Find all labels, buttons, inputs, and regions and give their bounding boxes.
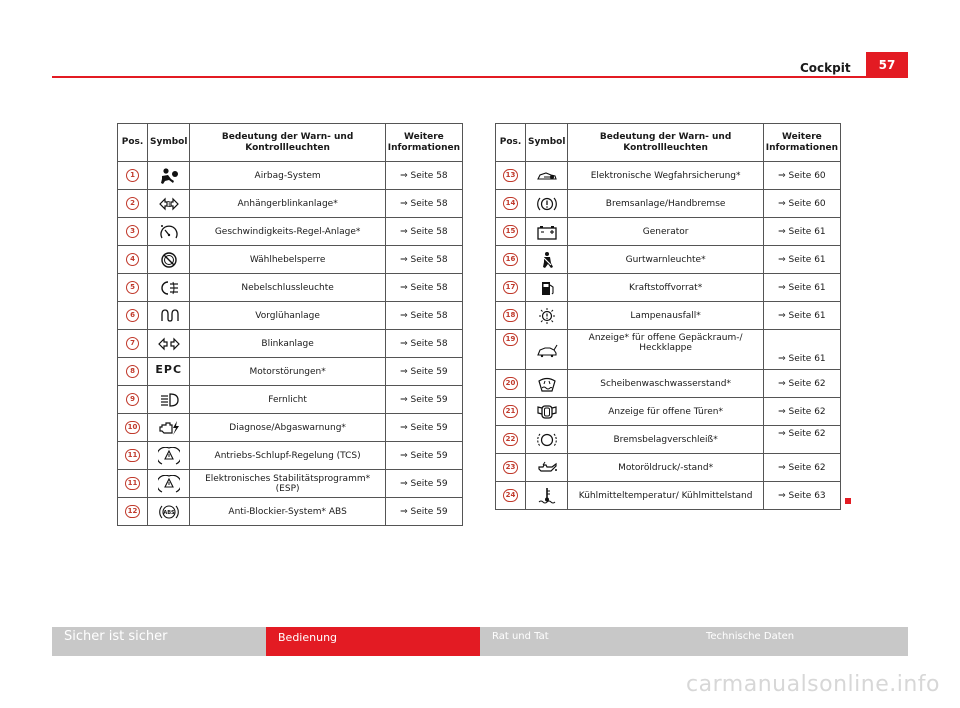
col-info-header <box>385 124 462 162</box>
table-row <box>118 190 463 218</box>
description: Bremsbelagverschleiß* <box>568 426 763 454</box>
page-reference: ⇒ Seite 59 <box>385 386 462 414</box>
page-reference: ⇒ Seite 59 <box>385 358 462 386</box>
table-row <box>118 358 463 386</box>
brake-system-icon <box>536 195 558 213</box>
page-number: 57 <box>866 52 908 76</box>
table-header-row <box>118 124 463 162</box>
table-row <box>118 218 463 246</box>
description: Kühlmitteltemperatur/ Kühlmittelstand <box>568 482 763 510</box>
table-row <box>496 330 841 370</box>
info-header-line1: Weitere <box>782 131 822 142</box>
page-reference: ⇒ Seite 58 <box>385 302 462 330</box>
section-title: Cockpit <box>800 61 851 75</box>
page-reference: ⇒ Seite 61 <box>763 330 840 370</box>
airbag-person-icon <box>158 167 180 185</box>
glow-plug-icon <box>158 307 180 325</box>
page-reference: ⇒ Seite 59 <box>385 442 462 470</box>
end-marker <box>845 498 851 504</box>
position-marker: 1 <box>126 169 139 182</box>
position-marker: 2 <box>126 197 139 210</box>
col-pos-header: Pos. <box>496 124 526 162</box>
traction-control-icon <box>158 447 180 465</box>
col-pos-header: Pos. <box>118 124 148 162</box>
abs-icon <box>158 503 180 521</box>
page-reference: ⇒ Seite 62 <box>763 454 840 482</box>
description: Scheibenwaschwasserstand* <box>568 370 763 398</box>
table-row <box>118 470 463 498</box>
trailer-turn-signal-icon <box>158 195 180 213</box>
col-symbol-header: Symbol <box>526 124 568 162</box>
page-reference: ⇒ Seite 58 <box>385 330 462 358</box>
position-marker: 9 <box>126 393 139 406</box>
description-line1: Anzeige* für offene Gepäckraum-/ <box>588 333 743 343</box>
table-row <box>496 190 841 218</box>
meaning-header-line2: Kontrollleuchten <box>623 142 708 153</box>
table-row <box>496 482 841 510</box>
open-doors-icon <box>536 403 558 421</box>
coolant-temperature-icon <box>536 487 558 505</box>
table-row <box>118 414 463 442</box>
battery-icon <box>536 223 558 241</box>
description: Motoröldruck/-stand* <box>568 454 763 482</box>
page-reference: ⇒ Seite 58 <box>385 190 462 218</box>
seatbelt-icon <box>536 251 558 269</box>
cruise-control-icon <box>158 223 180 241</box>
position-marker: 15 <box>503 225 519 238</box>
description: Wählhebelsperre <box>190 246 385 274</box>
description: Vorglühanlage <box>190 302 385 330</box>
brake-pad-wear-icon <box>536 431 558 449</box>
position-marker: 10 <box>125 421 141 434</box>
position-marker: 6 <box>126 309 139 322</box>
page-reference: ⇒ Seite 62 <box>763 370 840 398</box>
page-reference: ⇒ Seite 58 <box>385 218 462 246</box>
table-row <box>496 454 841 482</box>
col-meaning-header <box>190 124 385 162</box>
page-reference: ⇒ Seite 63 <box>763 482 840 510</box>
description: Airbag-System <box>190 162 385 190</box>
position-marker: 14 <box>503 197 519 210</box>
bulb-failure-icon <box>536 307 558 325</box>
position-marker: 12 <box>125 505 141 518</box>
page-reference: ⇒ Seite 59 <box>385 498 462 526</box>
page-reference: ⇒ Seite 60 <box>763 190 840 218</box>
table-row <box>118 330 463 358</box>
car-key-icon <box>536 167 558 185</box>
description: Anti-Blockier-System* ABS <box>190 498 385 526</box>
description: Lampenausfall* <box>568 302 763 330</box>
col-info-header <box>763 124 840 162</box>
description: Elektronische Wegfahrsicherung* <box>568 162 763 190</box>
table-row <box>496 302 841 330</box>
table-row <box>496 274 841 302</box>
meaning-header-line1: Bedeutung der Warn- und <box>221 131 354 142</box>
position-marker: 8 <box>126 365 139 378</box>
page-reference: ⇒ Seite 61 <box>763 246 840 274</box>
table-row <box>496 426 841 454</box>
footer-tab-advice[interactable]: Rat und Tat <box>480 627 694 656</box>
table-row <box>496 370 841 398</box>
page-reference: ⇒ Seite 61 <box>763 302 840 330</box>
oil-pressure-icon <box>536 459 558 477</box>
page-reference: ⇒ Seite 59 <box>385 414 462 442</box>
table-header-row <box>496 124 841 162</box>
engine-diagnosis-icon <box>158 419 180 437</box>
table-row <box>496 162 841 190</box>
high-beam-icon <box>158 391 180 409</box>
description: Antriebs-Schlupf-Regelung (TCS) <box>190 442 385 470</box>
info-header-line2: Informationen <box>765 142 838 153</box>
description-line2: Heckklappe <box>639 343 692 353</box>
abs-icon-text: ABS <box>163 509 175 516</box>
description: Blinkanlage <box>190 330 385 358</box>
page-reference: ⇒ Seite 61 <box>763 218 840 246</box>
table-row <box>496 398 841 426</box>
description: Anzeige für offene Türen* <box>568 398 763 426</box>
position-marker: 24 <box>503 489 519 502</box>
table-row <box>118 274 463 302</box>
svg-text:1: 1 <box>166 199 172 209</box>
position-marker: 13 <box>503 169 519 182</box>
meaning-header-line1: Bedeutung der Warn- und <box>599 131 732 142</box>
page-reference: ⇒ Seite 62 <box>763 398 840 426</box>
description: Bremsanlage/Handbremse <box>568 190 763 218</box>
page-reference: ⇒ Seite 58 <box>385 246 462 274</box>
description: Geschwindigkeits-Regel-Anlage* <box>190 218 385 246</box>
info-header-line2: Informationen <box>387 142 460 153</box>
open-boot-icon <box>536 341 558 359</box>
table-row <box>118 162 463 190</box>
position-marker: 20 <box>503 377 519 390</box>
page-reference: ⇒ Seite 58 <box>385 162 462 190</box>
footer-tab-technical-data[interactable]: Technische Daten <box>694 627 908 656</box>
rear-fog-light-icon <box>158 279 180 297</box>
epc-icon: EPC <box>155 362 183 376</box>
position-marker: 19 <box>503 333 519 346</box>
description: Diagnose/Abgaswarnung* <box>190 414 385 442</box>
description: Anhängerblinkanlage* <box>190 190 385 218</box>
description: Kraftstoffvorrat* <box>568 274 763 302</box>
description: Gurtwarnleuchte* <box>568 246 763 274</box>
watermark: carmanualsonline.info <box>686 672 940 697</box>
page-reference: ⇒ Seite 59 <box>385 470 462 498</box>
selector-lever-lock-icon <box>158 251 180 269</box>
header-rule <box>52 76 908 78</box>
table-row <box>496 218 841 246</box>
washer-fluid-icon <box>536 375 558 393</box>
description: Fernlicht <box>190 386 385 414</box>
table-row <box>118 246 463 274</box>
table-row <box>496 246 841 274</box>
page-reference: ⇒ Seite 60 <box>763 162 840 190</box>
description: Generator <box>568 218 763 246</box>
description: Elektronisches Stabilitätsprogramm* (ESP) <box>190 470 385 498</box>
position-marker: 22 <box>503 433 519 446</box>
fuel-pump-icon <box>536 279 558 297</box>
meaning-header-line2: Kontrollleuchten <box>245 142 330 153</box>
stability-control-icon <box>158 475 180 493</box>
warning-lights-table-left <box>117 123 463 526</box>
page-reference: ⇒ Seite 58 <box>385 274 462 302</box>
warning-lights-table-right <box>495 123 841 510</box>
table-row <box>118 386 463 414</box>
position-marker: 3 <box>126 225 139 238</box>
position-marker: 21 <box>503 405 519 418</box>
position-marker: 23 <box>503 461 519 474</box>
table-row <box>118 498 463 526</box>
footer-tab-operation[interactable]: Bedienung <box>266 627 480 656</box>
page-reference: ⇒ Seite 62 <box>763 426 840 454</box>
info-header-line1: Weitere <box>404 131 444 142</box>
description: Motorstörungen* <box>190 358 385 386</box>
col-meaning-header <box>568 124 763 162</box>
position-marker: 17 <box>503 281 519 294</box>
description: Nebelschlussleuchte <box>190 274 385 302</box>
position-marker: 5 <box>126 281 139 294</box>
table-row <box>118 302 463 330</box>
position-marker: 11 <box>125 449 141 462</box>
description <box>568 330 763 370</box>
position-marker: 11 <box>125 477 141 490</box>
turn-signal-icon <box>158 335 180 353</box>
table-row <box>118 442 463 470</box>
position-marker: 16 <box>503 253 519 266</box>
footer-tab-safety[interactable]: Sicher ist sicher <box>52 627 266 656</box>
position-marker: 7 <box>126 337 139 350</box>
position-marker: 18 <box>503 309 519 322</box>
position-marker: 4 <box>126 253 139 266</box>
page-reference: ⇒ Seite 61 <box>763 274 840 302</box>
col-symbol-header: Symbol <box>148 124 190 162</box>
